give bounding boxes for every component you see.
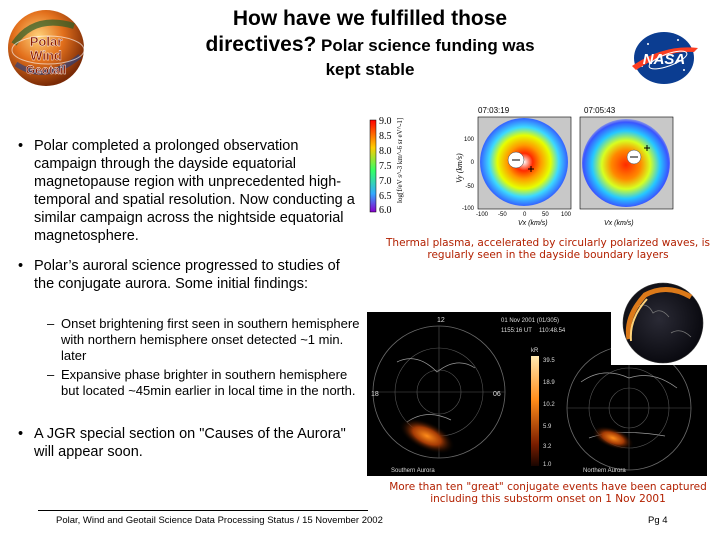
- plasma-cbar-tick: 7.5: [379, 161, 392, 172]
- plasma-x-tick: 0: [523, 212, 527, 218]
- aurora-cbar-tick: 1.0: [543, 462, 552, 468]
- aurora-header: 01 Nov 2001 (01/305): [501, 318, 560, 324]
- sub-bullet-text: Expansive phase brighter in southern hemisphere but located ~45min earlier in local time in the north.: [61, 367, 356, 398]
- plasma-x-tick: -50: [498, 212, 507, 218]
- plasma-x-tick: -100: [476, 212, 489, 218]
- slide-title: [120, 6, 620, 80]
- plasma-time-b: 07:05:43: [584, 106, 616, 115]
- title-line-2-big: directives?: [205, 33, 317, 57]
- southern-aurora-label: Southern Aurora: [391, 468, 435, 474]
- logo-line-wind: Wind: [30, 48, 62, 63]
- bullet-dot: •: [18, 426, 24, 442]
- clock-label-18: 18: [371, 391, 379, 398]
- plasma-cbar-tick: 6.5: [379, 191, 392, 202]
- title-line-1: How have we fulfilled those: [232, 7, 508, 30]
- aurora-cbar-tick: 3.2: [543, 444, 552, 450]
- plasma-colorbar: [370, 120, 376, 212]
- sub-bullet-dash: –: [47, 367, 55, 382]
- aurora-time-2: 110:48.54: [539, 328, 566, 334]
- plasma-x-tick: 50: [542, 212, 549, 218]
- bullet-jgr-section: [18, 425, 358, 461]
- plasma-distribution-figure: [368, 103, 713, 228]
- plasma-distribution-b: [582, 119, 670, 207]
- plasma-x-tick: 100: [561, 212, 572, 218]
- plasma-cbar-tick: 9.0: [379, 116, 392, 127]
- polar-wind-geotail-logo: [4, 4, 88, 88]
- plasma-cbar-tick: 6.0: [379, 205, 392, 216]
- title-line-2: [120, 32, 620, 58]
- aurora-cbar-tick: 5.9: [543, 424, 552, 430]
- bullet-dot: •: [18, 258, 24, 274]
- aurora-caption: More than ten "great" conjugate events have been captured including this substorm onset on 1 Nov 2001: [389, 481, 707, 505]
- polar-wind-geotail-logo-icon: [4, 4, 88, 88]
- bullet-text: A JGR special section on "Causes of the Aurora" will appear soon.: [34, 426, 346, 460]
- sub-bullet-onset: [47, 316, 367, 364]
- title-line-2-small: Polar science funding was: [316, 36, 535, 56]
- plasma-x-label-a: Vx (km/s): [518, 220, 548, 227]
- bullet-dayside-campaign: [18, 137, 358, 245]
- clock-label-12: 12: [437, 317, 445, 324]
- sub-bullet-text: Onset brightening first seen in southern hemisphere with northern hemisphere onset detected ~1 min. later: [61, 316, 360, 363]
- plasma-y-tick: 100: [463, 137, 474, 143]
- sub-bullet-expansive-phase: [47, 367, 367, 399]
- nasa-logo: [628, 30, 700, 86]
- plasma-cbar-tick: 8.0: [379, 146, 392, 157]
- aurora-colorbar: [531, 356, 539, 466]
- northern-aurora-label: Northern Aurora: [583, 468, 626, 474]
- bullet-auroral-science: [18, 257, 358, 293]
- clock-label-06: 06: [493, 391, 501, 398]
- plasma-y-tick: -100: [461, 206, 474, 212]
- aurora-time: 1155:16 UT: [501, 328, 532, 334]
- nasa-logo-text: NASA: [642, 51, 686, 68]
- aurora-cbar-tick: 18.9: [543, 380, 555, 386]
- plasma-cbar-label: log[f/eV s^-3 km^-6 sr eV^-1]: [396, 117, 404, 203]
- plasma-cbar-tick: 8.5: [379, 131, 392, 142]
- logo-line-polar: Polar: [29, 34, 63, 49]
- footer-divider: [38, 510, 368, 511]
- title-line-3: kept stable: [325, 59, 415, 79]
- logo-line-geotail: Geotail: [25, 63, 67, 77]
- plasma-y-tick: 0: [470, 160, 474, 166]
- sub-bullet-dash: –: [47, 316, 55, 331]
- aurora-cbar-tick: 39.5: [543, 358, 555, 364]
- bullet-text: Polar’s auroral science progressed to studies of the conjugate aurora. Some initial findings:: [34, 258, 340, 292]
- plasma-cbar-tick: 7.0: [379, 176, 392, 187]
- footer-text: Polar, Wind and Geotail Science Data Processing Status / 15 November 2002: [56, 515, 383, 526]
- aurora-cbar-tick: 10.2: [543, 402, 555, 408]
- nasa-meatball-icon: [628, 30, 700, 86]
- plasma-x-label-b: Vx (km/s): [604, 220, 634, 227]
- plasma-y-label: Vy (km/s): [455, 153, 464, 183]
- aurora-cbar-unit: kR: [531, 348, 539, 354]
- plasma-y-tick: -50: [465, 184, 474, 190]
- bullet-text: Polar completed a prolonged observation campaign through the dayside equatorial magnetopause region with unprecedented high-temporal and spatial resolution. Now conducting a similar campaign across the nightside equatorial magnetosphere.: [34, 138, 355, 244]
- page-number: Pg 4: [648, 515, 668, 526]
- plasma-time-a: 07:03:19: [478, 106, 510, 115]
- bullet-dot: •: [18, 138, 24, 154]
- plasma-caption: Thermal plasma, accelerated by circularly polarized waves, is regularly seen in the dayside boundary layers: [386, 237, 710, 261]
- aurora-globe-image: [611, 277, 709, 365]
